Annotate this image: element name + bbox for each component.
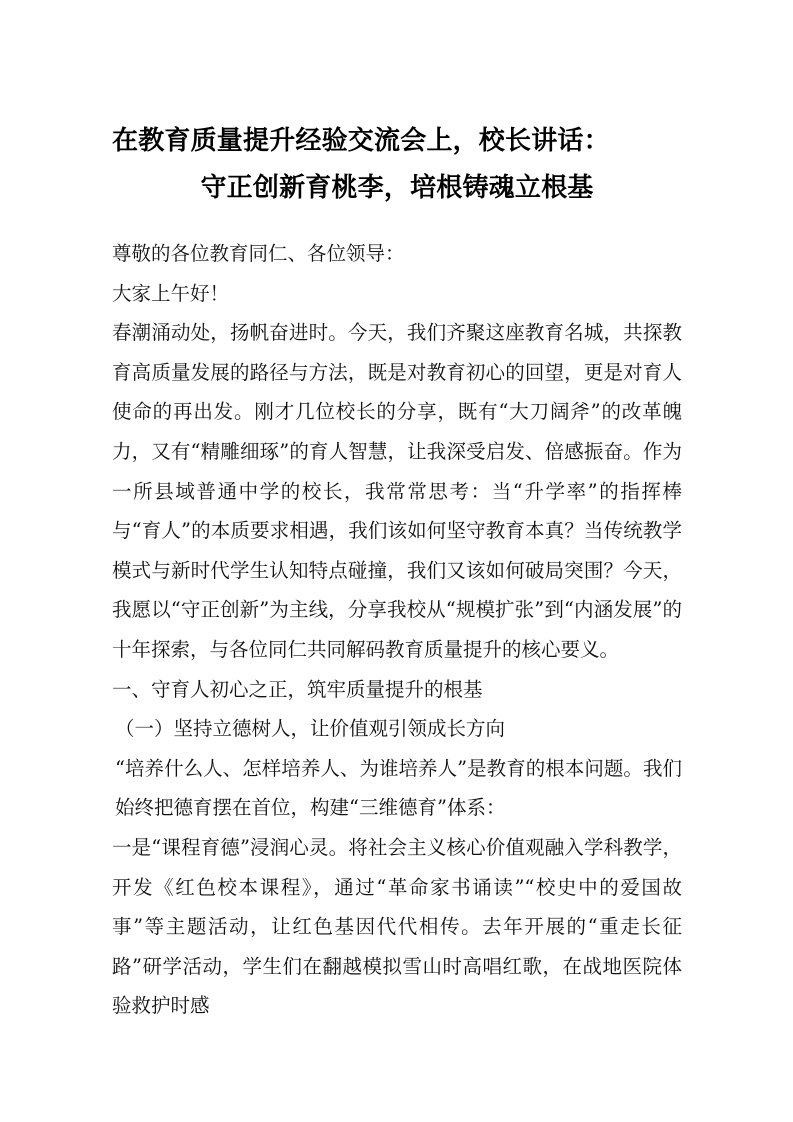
paragraph-greeting: 大家上午好！: [112, 281, 230, 305]
heading-section-1: 一、守育人初心之正，筑牢质量提升的根基: [112, 677, 483, 701]
document-content: [112, 118, 682, 1026]
paragraph-section-1-1-point-1: 一是“课程育德”浸润心灵。将社会主义核心价值观融入学科教学，开发《红色校本课程》，通过“革命家书诵读”“校史中的爱国故事”等主题活动，让红色基因代代相传。去年开展的“重走长征路”研学活动，学生们在翻越模拟雪山时高唱红歌，在战地医院体验救护时感: [112, 835, 682, 1018]
title-line-primary: 在教育质量提升经验交流会上，校长讲话：: [112, 126, 610, 156]
paragraph-salutation: 尊敬的各位教育同仁、各位领导：: [112, 242, 405, 265]
document-body: [112, 234, 682, 1026]
page-title: [112, 118, 682, 212]
paragraph-section-1-1-body: “培养什么人、怎样培养人、为谁培养人”是教育的根本问题。我们始终把德育摆在首位，构建“三维德育”体系：: [115, 756, 682, 820]
paragraph-opening-remarks: 春潮涌动处，扬帆奋进时。今天，我们齐聚这座教育名城，共探教育高质量发展的路径与方法，既是对教育初心的回望，更是对育人使命的再出发。刚才几位校长的分享，既有“大刀阔斧”的改革魄力，又有“精雕细琢”的育人智慧，让我深受启发、倍感振奋。作为一所县域普通中学的校长，我常常思考：当“升学率”的指挥棒与“育人”的本质要求相遇，我们该如何坚守教育本真？当传统教学模式与新时代学生认知特点碰撞，我们又该如何破局突围？今天，我愿以“守正创新”为主线，分享我校从“规模扩张”到“内涵发展”的十年探索，与各位同仁共同解码教育质量提升的核心要义。: [112, 321, 682, 661]
title-line-secondary: 守正创新育桃李，培根铸魂立根基: [200, 173, 594, 203]
heading-section-1-1: （一）坚持立德树人，让价值观引领成长方向: [115, 717, 506, 741]
